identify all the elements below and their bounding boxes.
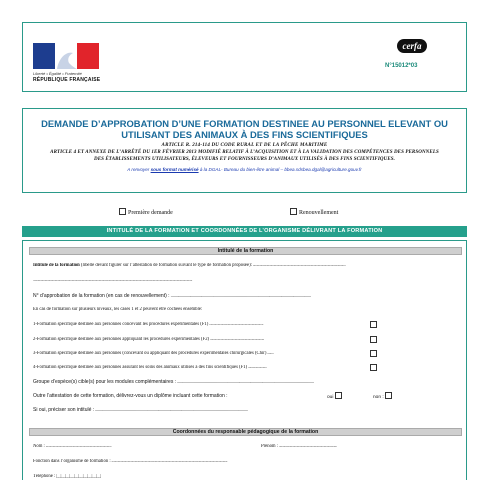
f2-checkbox[interactable] <box>370 336 377 343</box>
plusieurs-niveaux-note: En cas de formation sur plusieurs niveaux, les cases 1 et 2 peuvent être cochées ensemble: <box>33 307 203 312</box>
motto: Liberté • Égalité • Fraternité <box>33 71 82 76</box>
diplome-intitule-field[interactable]: Si oui, préciser son intitulé : .......................................................................................................................................................... <box>33 407 248 413</box>
fonction-field[interactable]: Fonction dans l’organisme de formation : ...................................................................................................................................................... <box>33 459 228 464</box>
approbation-field[interactable]: N° d’approbation de la formation (en cas de renouvellement) : .............................................................................................................................................. <box>33 293 311 299</box>
approbation-label: N° d’approbation de la formation (en cas de renouvellement) : <box>33 293 170 299</box>
intitule-continuation[interactable]: .............................................................................................................................................................................................................. <box>33 278 193 283</box>
republique-francaise: RÉPUBLIQUE FRANÇAISE <box>33 77 101 83</box>
telephone-field[interactable]: Téléphone : |__|__|__|__|__|__|__|__|__|__| <box>33 474 101 479</box>
diplome-non-option[interactable] <box>373 392 394 400</box>
section-header-formation: INTITULÉ DE LA FORMATION ET COORDONNÉES DE L’ORGANISME DÉLIVRANT LA FORMATION <box>22 226 467 237</box>
non-checkbox[interactable] <box>385 392 392 399</box>
send-format: sous format numérisé <box>150 167 199 172</box>
subheader-responsable: Coordonnées du responsable pédagogique de la formation <box>29 428 462 436</box>
nom-label: Nom : <box>33 444 45 449</box>
marianne-logo <box>33 43 99 69</box>
prenom-field[interactable]: Prénom : ........................................................................... <box>261 444 337 449</box>
groupe-especes-field[interactable]: Groupe d’espèce(s) cible(s) pour les modules complémentaires : .......................................................................................................................................... <box>33 379 314 385</box>
legal-reference-arrete: ARTICLE 4 ET ANNEXE DE L’ARRÊTÉ DU 1ER FÉVRIER 2013 MODIFIÉ RELATIF À L’ACQUISITION ET À LA VALIDATION DES COMPÉTENCES DES PERSONNELS DES ÉTABLISSEMENTS UTILISATEURS, ÉLEVEURS ET FOURNISSEURS D’ANIMAUX UTILISÉS À DES FINS SCIENTIFIQUES. <box>50 150 439 162</box>
renouvellement-label: Renouvellement <box>299 210 339 216</box>
send-prefix: A renvoyer <box>127 167 151 172</box>
send-suffix: à la DGAL- Bureau du bien-être animal – bbea.sdsbea.dgal@agriculture.gouv.fr <box>198 167 362 172</box>
groupe-especes-label: Groupe d’espèce(s) cible(s) pour les modules complémentaires : <box>33 379 177 385</box>
intitule-hint: (libellé devant figurer sur l’attestation de formation suivant le type de formation proposée): <box>79 263 252 268</box>
renouvellement-checkbox[interactable] <box>290 208 297 215</box>
fonction-label: Fonction dans l’organisme de formation : <box>33 459 111 464</box>
f1-row: 1-Formation spécifique destinée aux personnes concevant les procédures expérimentales (F1) ...................................................................... <box>33 322 264 327</box>
telephone-label: Téléphone : <box>33 474 56 479</box>
cerfa-logo: cerfa <box>397 39 427 53</box>
prenom-label: Prénom : <box>261 444 279 449</box>
send-instructions <box>23 167 466 172</box>
f4-label: 4-Formation spécifique destinée aux personnes assurant les soins des animaux utilisés à des fins scientifiques (F1) <box>33 365 248 370</box>
si-oui-label: Si oui, préciser son intitulé : <box>33 407 95 413</box>
non-label: non : <box>373 395 384 400</box>
intitule-field[interactable]: Intitulé de la formation (libellé devant figurer sur l’attestation de formation suivant le type de formation proposée): ........................................................................................................................ <box>33 263 346 268</box>
intitule-label: Intitulé de la formation <box>33 263 80 268</box>
renouvellement-option[interactable] <box>290 208 338 216</box>
diplome-oui-option[interactable] <box>327 392 344 400</box>
form-title: DEMANDE D’APPROBATION D’UNE FORMATION DESTINEE AU PERSONNEL ELEVANT OU UTILISANT DES ANIMAUX À DES FINS SCIENTIFIQUES <box>41 118 448 140</box>
form-box <box>22 240 467 480</box>
title-box <box>22 108 467 193</box>
premiere-demande-option[interactable] <box>119 208 173 216</box>
diplome-question: Outre l’attestation de cette formation, délivrez-vous un diplôme incluant cette formation : <box>33 393 228 399</box>
f1-checkbox[interactable] <box>370 321 377 328</box>
cerfa-number: N°15012*03 <box>385 63 418 69</box>
oui-label: oui <box>327 395 334 400</box>
f3-row: 3-Formation spécifique destinée aux personnes (concevant ou appliquant des procédures expérimentales chirurgicales (Chir) ........ <box>33 351 274 356</box>
f4-checkbox[interactable] <box>370 364 377 371</box>
f2-row: 2-Formation spécifique destinée aux personnes appliquant les procédures expérimentales (F2) ...................................................................... <box>33 337 264 342</box>
f2-label: 2-Formation spécifique destinée aux personnes appliquant les procédures expérimentales (F2) <box>33 337 210 342</box>
legal-reference-code: ARTICLE R. 214-114 DU CODE RURAL ET DE LA PÊCHE MARITIME <box>161 143 328 148</box>
subheader-intitule: Intitulé de la formation <box>29 247 462 255</box>
premiere-demande-label: Première demande <box>128 210 173 216</box>
nom-field[interactable]: Nom : ..................................................................................... <box>33 444 112 449</box>
header-box <box>22 22 467 92</box>
f3-checkbox[interactable] <box>370 350 377 357</box>
f1-label: 1-Formation spécifique destinée aux personnes concevant les procédures expérimentales (F1) <box>33 322 209 327</box>
f3-label: 3-Formation spécifique destinée aux personnes (concevant ou appliquant des procédures expérimentales chirurgicales (Chir) <box>33 351 267 356</box>
f4-row: 4-Formation spécifique destinée aux personnes assurant les soins des animaux utilisés à des fins scientifiques (F1) ........................ <box>33 365 267 370</box>
premiere-demande-checkbox[interactable] <box>119 208 126 215</box>
oui-checkbox[interactable] <box>335 392 342 399</box>
